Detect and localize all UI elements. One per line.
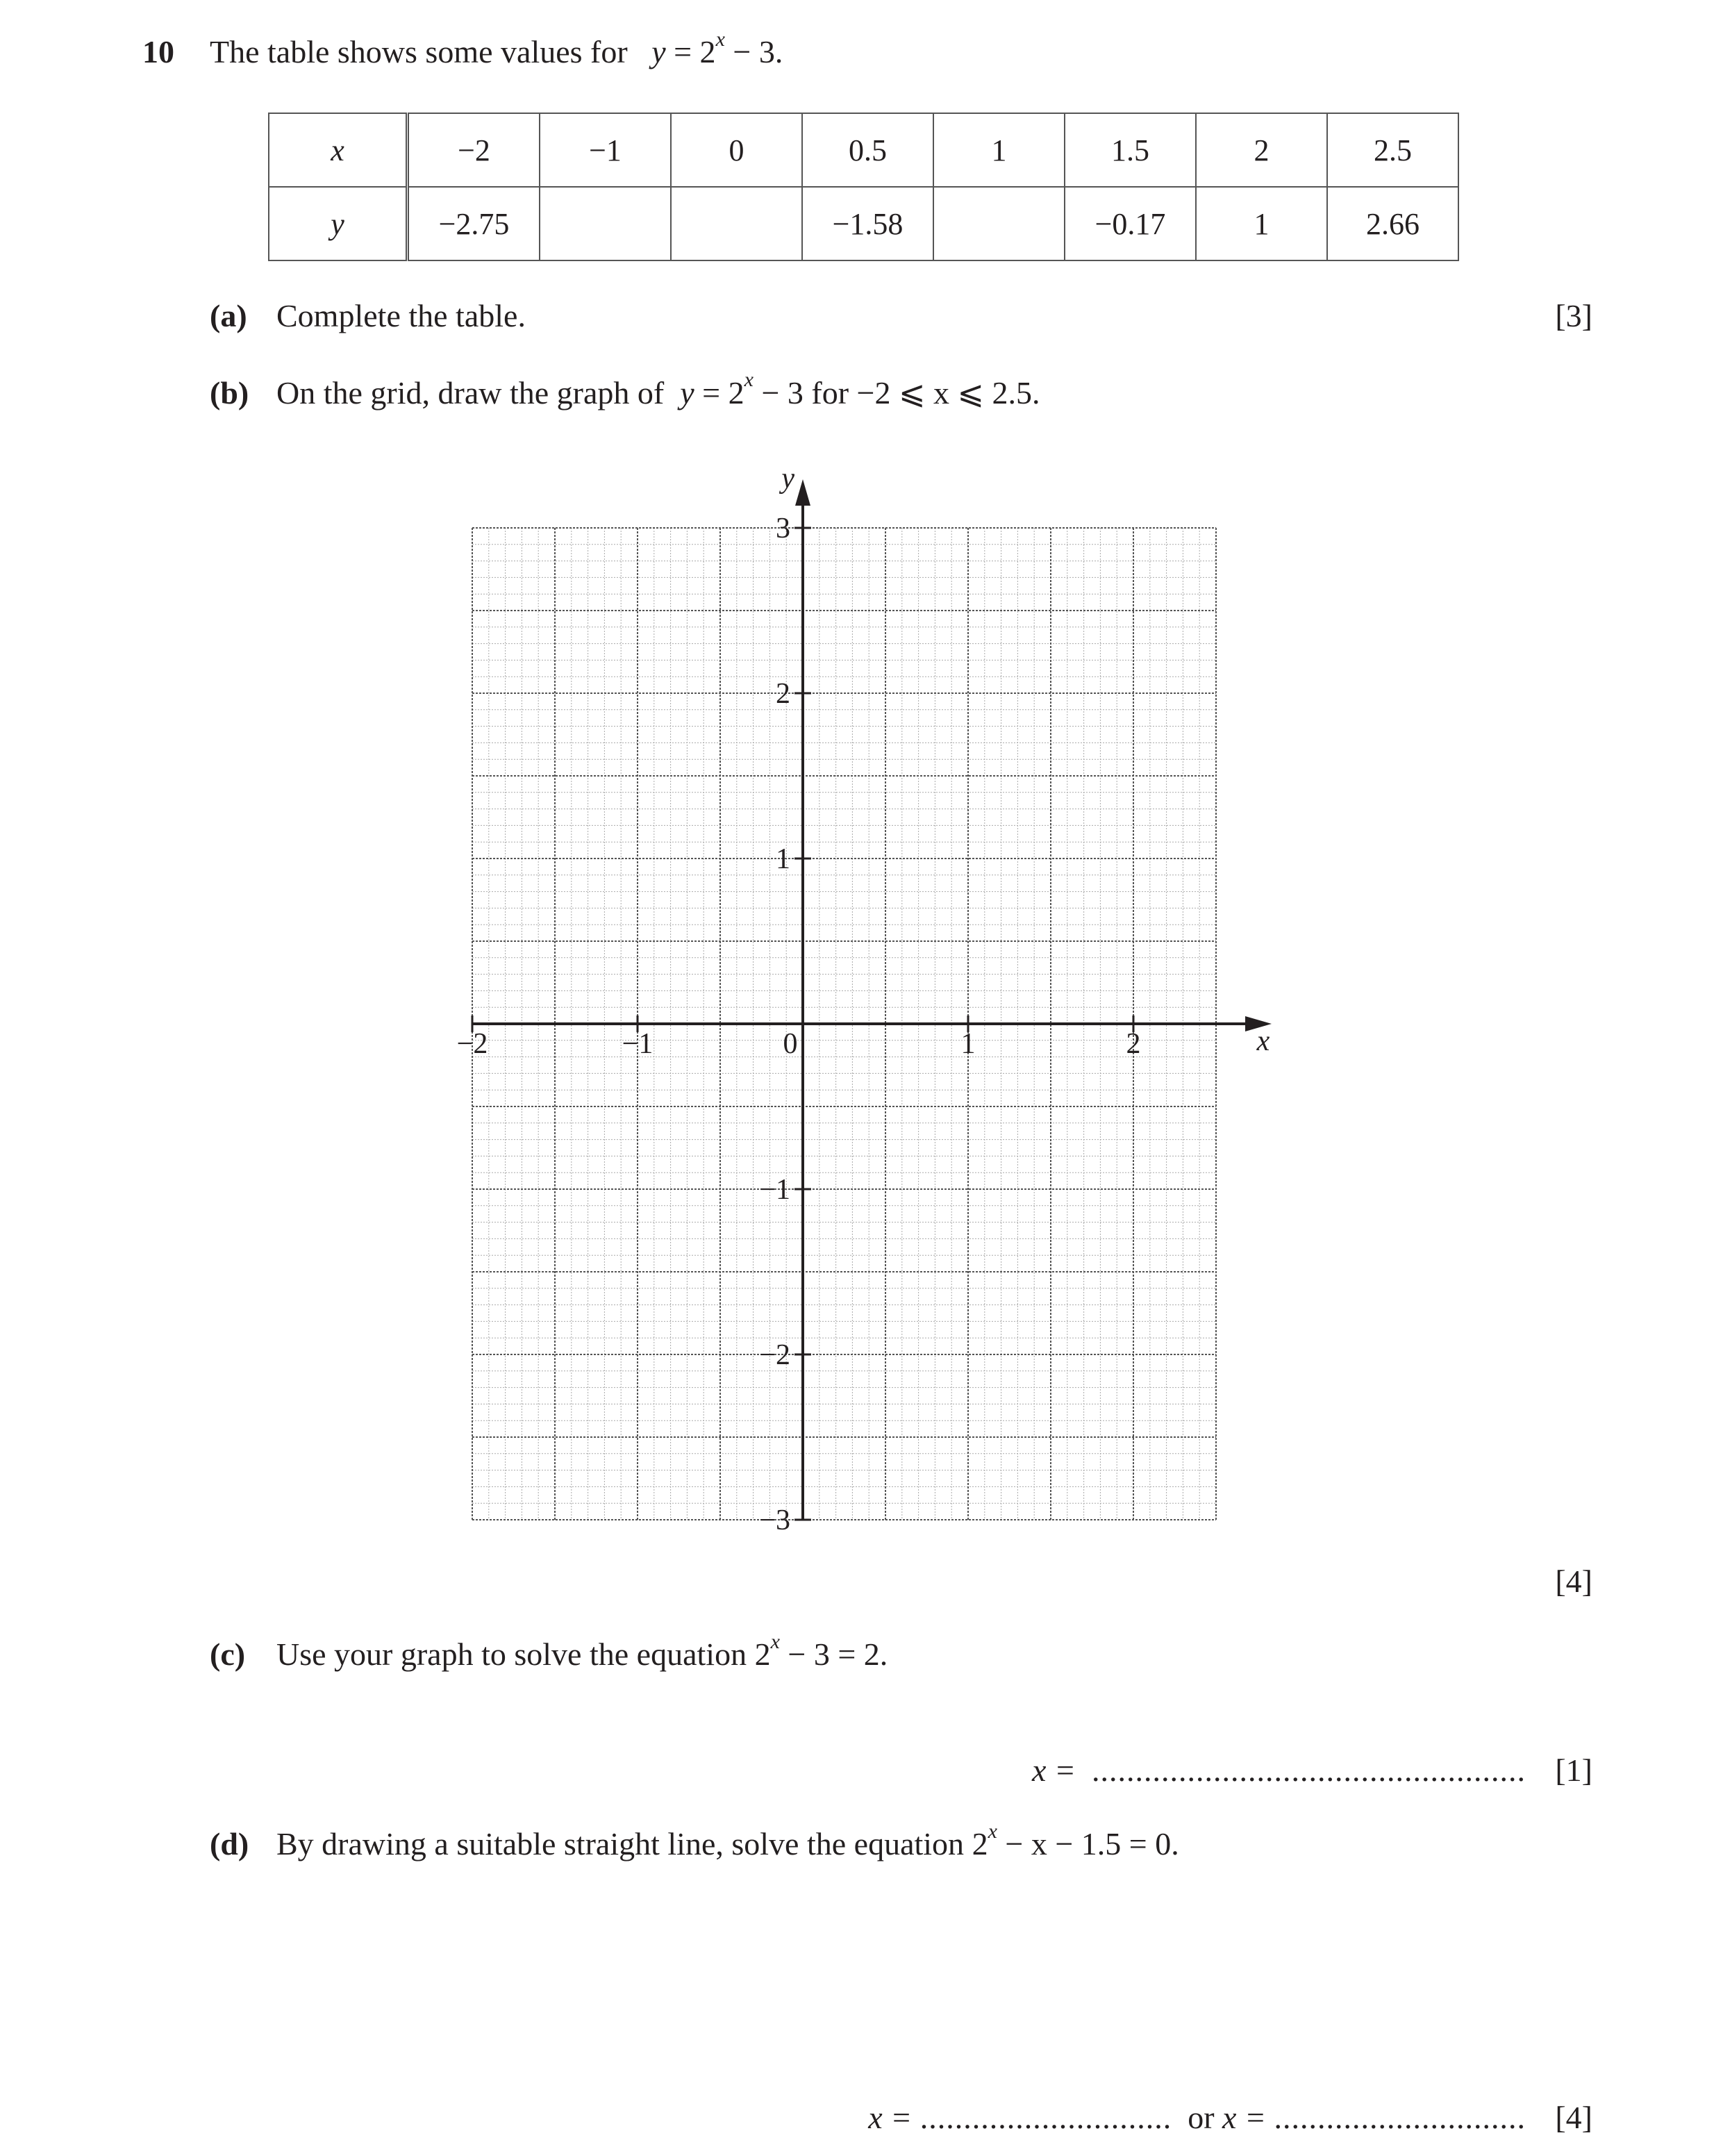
part-c-answer-dots[interactable]: .................................................. <box>1092 1752 1526 1788</box>
part-a <box>210 297 526 334</box>
part-d-equation: − x − 1.5 = 0. <box>1005 1826 1179 1861</box>
part-d-answer-dots-2[interactable]: ............................. <box>1274 2100 1526 2135</box>
table-row-y <box>269 187 1458 260</box>
x-tick-label: 0 <box>783 1028 798 1060</box>
table-cell-y[interactable] <box>540 187 671 260</box>
part-b: (b) On the grid, draw the graph of $y = 2^x - 3$ for −2 ⩽ x ⩽ 2.5. <box>210 368 1040 411</box>
part-c-text: Use your graph to solve the equation <box>276 1636 747 1672</box>
table-cell-x: −2 <box>408 113 540 187</box>
y-tick-label: 1 <box>776 843 790 875</box>
table-row-x <box>269 113 1458 187</box>
table-cell-x: 0.5 <box>802 113 933 187</box>
table-header-x: x <box>269 113 408 187</box>
y-tick-label: −2 <box>759 1339 790 1371</box>
axes <box>472 479 1272 1520</box>
intro-text: The table shows some values for <box>210 34 628 69</box>
part-a-text: Complete the table. <box>276 298 526 333</box>
part-c-answer-prefix: x = <box>1032 1752 1076 1788</box>
table-cell-y[interactable] <box>933 187 1065 260</box>
table-cell-x: 0 <box>671 113 802 187</box>
y-axis-label: y <box>781 463 794 495</box>
intro-equation-y: y <box>651 34 666 69</box>
table-header-y: y <box>269 187 408 260</box>
part-d-label: (d) <box>210 1826 249 1861</box>
values-table <box>268 113 1459 261</box>
part-c-marks: [1] <box>1555 1752 1592 1788</box>
part-d: (d) By drawing a suitable straight line, solve the equation 2$^x$ − x − 1.5 = 0. <box>210 1820 1179 1861</box>
graph-grid[interactable] <box>444 458 1306 1542</box>
table-cell-y[interactable]: −0.17 <box>1065 187 1196 260</box>
part-c-equation: − 3 = 2. <box>788 1636 888 1672</box>
part-a-label: (a) <box>210 298 247 333</box>
part-c-label: (c) <box>210 1636 246 1672</box>
table-cell-x: 2 <box>1196 113 1327 187</box>
x-tick-label: −1 <box>622 1028 654 1060</box>
part-d-answer-dots-1[interactable]: ............................. <box>919 2100 1172 2135</box>
table-cell-y[interactable]: 2.66 <box>1327 187 1458 260</box>
part-d-text: By drawing a suitable straight line, solve the equation <box>276 1826 965 1861</box>
y-tick-label: 3 <box>776 513 790 545</box>
part-a-marks: [3] <box>1555 298 1592 333</box>
part-d-answer-prefix-1: x = <box>868 2100 913 2135</box>
y-tick-label: 2 <box>776 678 790 710</box>
part-c: (c) Use your graph to solve the equation 2$^x$ − 3 = 2. <box>210 1630 888 1672</box>
part-d-marks: [4] <box>1555 2100 1592 2135</box>
x-axis-label: x <box>1256 1025 1270 1057</box>
part-d-or: or <box>1188 2100 1215 2135</box>
axis-tick-labels <box>457 463 1270 1536</box>
question-number: 10 <box>142 34 174 69</box>
y-axis-arrow <box>795 479 810 506</box>
question-intro: The table shows some values for $y = 2^x - 3$. <box>210 28 783 69</box>
x-tick-label: 1 <box>960 1028 976 1060</box>
table-cell-y[interactable]: −2.75 <box>408 187 540 260</box>
part-d-answer-line[interactable] <box>868 2099 1526 2136</box>
table-cell-x: −1 <box>540 113 671 187</box>
part-b-label: (b) <box>210 375 249 411</box>
table-cell-y[interactable] <box>671 187 802 260</box>
part-b-equation-suffix: − 3 for −2 ⩽ x ⩽ 2.5. <box>761 375 1040 411</box>
table-cell-y[interactable]: 1 <box>1196 187 1327 260</box>
table-cell-y[interactable]: −1.58 <box>802 187 933 260</box>
x-tick-label: 2 <box>1126 1028 1141 1060</box>
table-cell-x: 1 <box>933 113 1065 187</box>
table-cell-x: 1.5 <box>1065 113 1196 187</box>
table-cell-x: 2.5 <box>1327 113 1458 187</box>
part-b-text: On the grid, draw the graph of <box>276 375 665 411</box>
part-d-answer-prefix-2: x = <box>1222 2100 1266 2135</box>
x-tick-label: −2 <box>456 1028 488 1060</box>
part-c-answer-line[interactable] <box>1032 1752 1526 1789</box>
y-tick-label: −3 <box>759 1504 790 1536</box>
y-tick-label: −1 <box>759 1174 790 1206</box>
part-b-marks: [4] <box>1555 1564 1592 1599</box>
